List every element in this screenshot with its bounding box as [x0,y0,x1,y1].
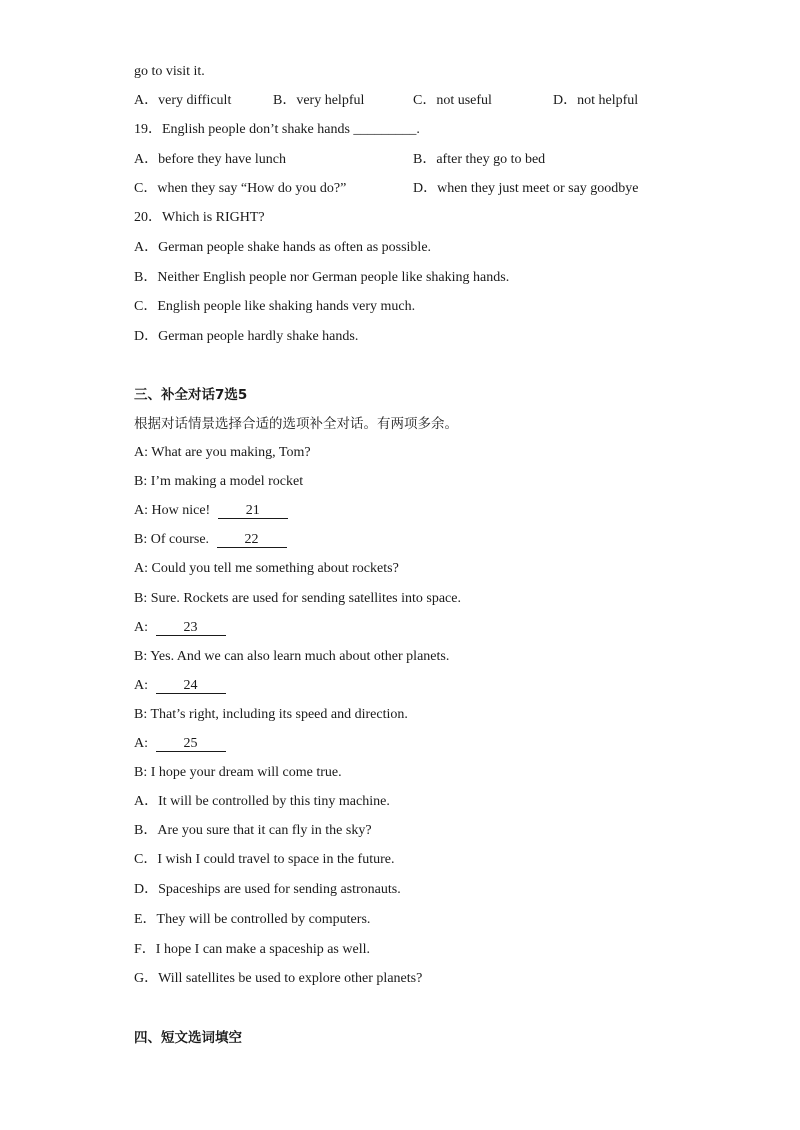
dialogue-line-11-text: A: [134,736,148,751]
section3-option-b: B．Are you sure that it can fly in the sky? [134,823,372,838]
dialogue-line-6: B: Sure. Rockets are used for sending satellites into space. [134,591,461,606]
dialogue-line-7 [134,619,226,637]
q19-option-b: B．after they go to bed [413,152,546,167]
dialogue-line-4 [134,531,287,549]
section3-option-f: F．I hope I can make a spaceship as well. [134,942,370,957]
dialogue-line-1: A: What are you making, Tom? [134,445,311,460]
q18-option-b: B．very helpful [273,93,365,108]
q20-option-b: B．Neither English people nor German people like shaking hands. [134,270,510,285]
q18-tail: go to visit it. [134,64,205,79]
dialogue-line-8: B: Yes. And we can also learn much about other planets. [134,649,450,664]
dialogue-line-7-text: A: [134,620,148,635]
q19-option-c: C．when they say “How do you do?” [134,181,347,196]
dialogue-line-9-text: A: [134,678,148,693]
section3-option-d: D．Spaceships are used for sending astronauts. [134,882,401,897]
dialogue-line-3-text: A: How nice! [134,503,211,518]
q19-option-d: D．when they just meet or say goodbye [413,181,639,196]
dialogue-line-2: B: I’m making a model rocket [134,474,304,489]
blank-25[interactable]: 25 [156,736,226,752]
section3-option-g: G．Will satellites be used to explore other planets? [134,971,423,986]
dialogue-line-10: B: That’s right, including its speed and direction. [134,707,408,722]
q18-option-c: C．not useful [413,93,492,108]
section3-option-e: E．They will be controlled by computers. [134,912,371,927]
q20-option-a: A．German people shake hands as often as possible. [134,240,432,255]
blank-24[interactable]: 24 [156,678,226,694]
q19-stem: 19．English people don’t shake hands _________. [134,122,420,137]
blank-23[interactable]: 23 [156,620,226,636]
section3-heading: 三、补全对话7选5 [134,387,248,403]
q20-option-c: C．English people like shaking hands very much. [134,299,416,314]
q18-option-d: D．not helpful [553,93,639,108]
dialogue-line-3 [134,502,288,520]
q20-stem: 20．Which is RIGHT? [134,210,265,225]
q20-option-d: D．German people hardly shake hands. [134,329,359,344]
dialogue-line-4-text: B: Of course. [134,532,210,547]
dialogue-line-9 [134,677,226,695]
section3-option-c: C．I wish I could travel to space in the future. [134,852,395,867]
section3-instruction: 根据对话情景选择合适的选项补全对话。有两项多余。 [134,416,458,432]
section4-heading: 四、短文选词填空 [134,1030,242,1046]
q18-option-a: A．very difficult [134,93,232,108]
dialogue-line-11 [134,735,226,753]
dialogue-line-12: B: I hope your dream will come true. [134,765,342,780]
section3-option-a: A．It will be controlled by this tiny machine. [134,794,390,809]
blank-21[interactable]: 21 [218,503,288,519]
dialogue-line-5: A: Could you tell me something about rockets? [134,561,399,576]
q19-option-a: A．before they have lunch [134,152,286,167]
blank-22[interactable]: 22 [217,532,287,548]
